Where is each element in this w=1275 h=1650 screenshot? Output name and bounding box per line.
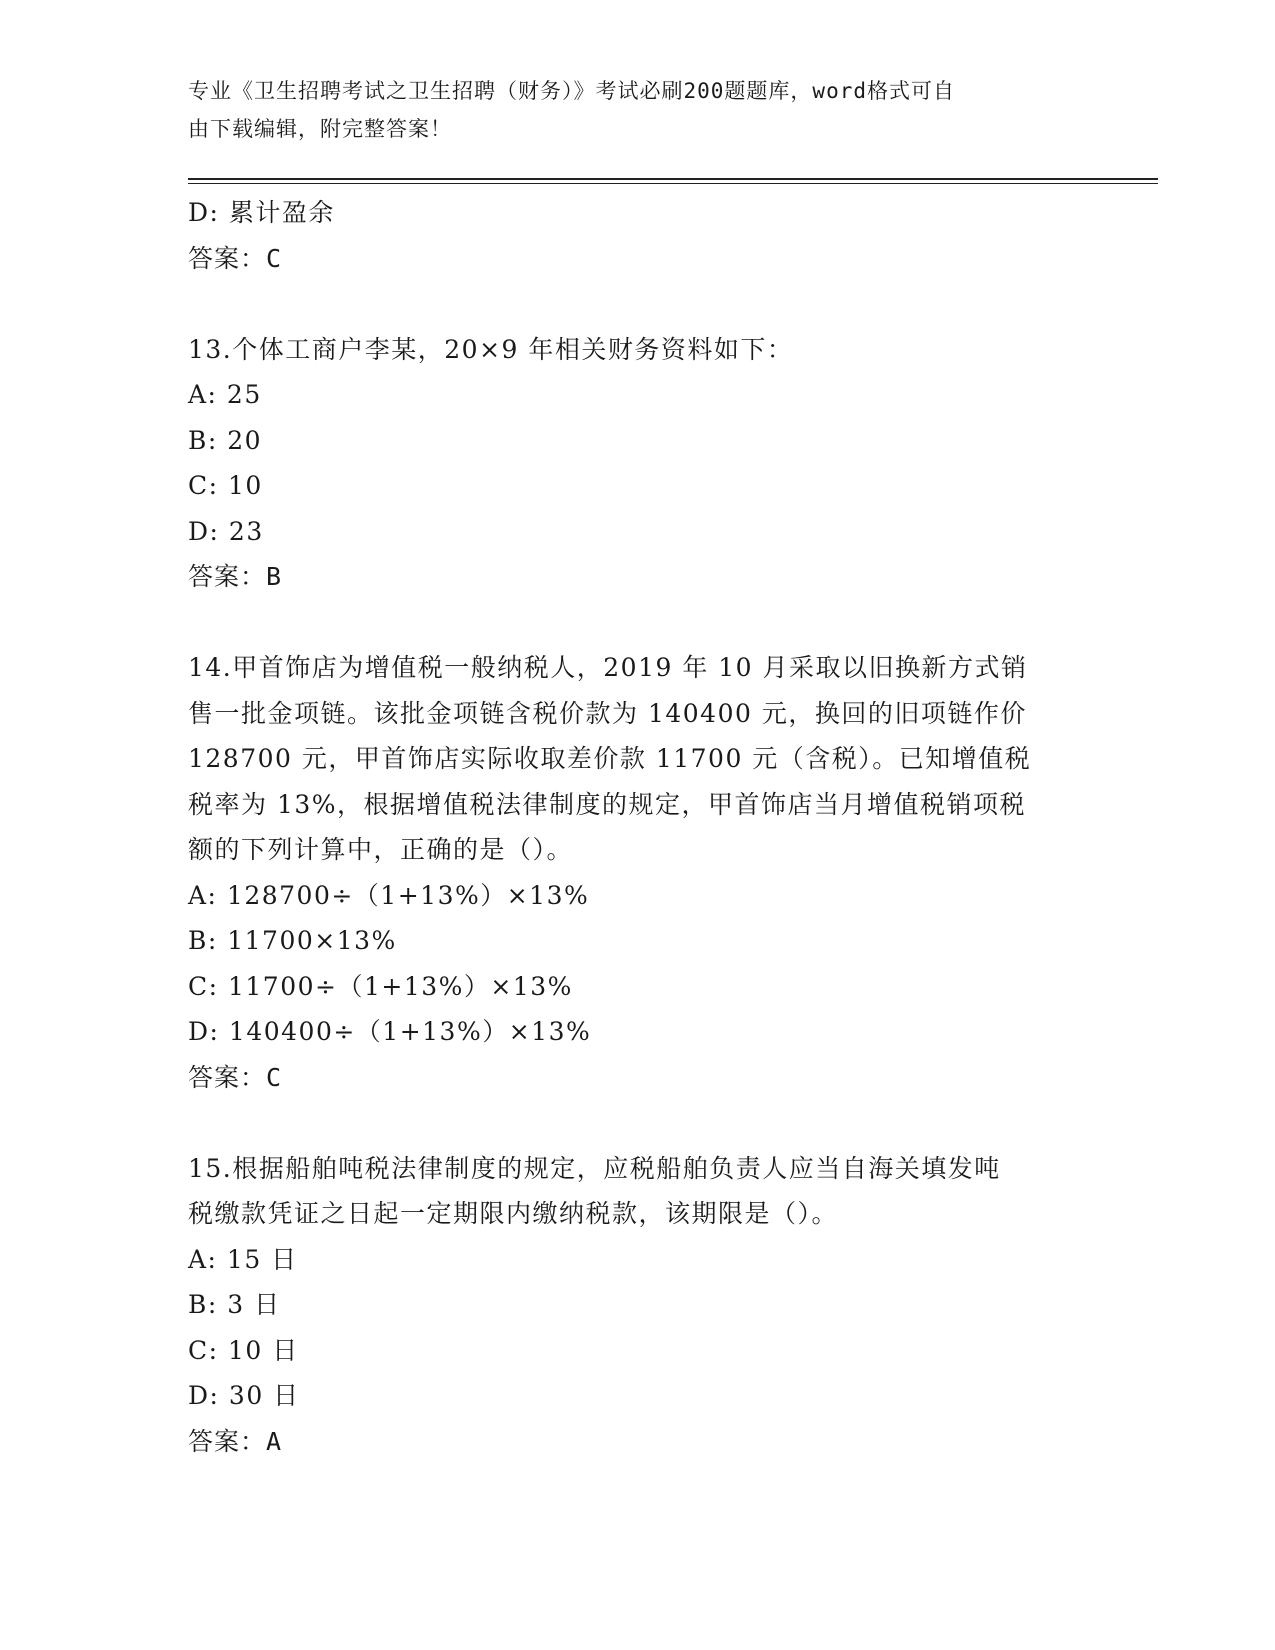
option-b: B: 3 日 bbox=[188, 1290, 281, 1319]
question-stem-line: 额的下列计算中，正确的是（）。 bbox=[188, 835, 574, 864]
header-rule-thin bbox=[188, 183, 1158, 184]
document-header bbox=[188, 72, 1068, 148]
question-content bbox=[188, 190, 1088, 1464]
answer-line: 答案：C bbox=[188, 1062, 283, 1092]
question-stem-line: 税率为 13%，根据增值税法律制度的规定，甲首饰店当月增值税销项税 bbox=[188, 789, 1027, 819]
question-13 bbox=[188, 327, 1088, 600]
question-stem-line: 售一批金项链。该批金项链含税价款为 140400 元，换回的旧项链作价 bbox=[188, 698, 1027, 728]
option-d: D: 140400÷（1+13%）×13% bbox=[188, 1017, 592, 1046]
question-12-tail bbox=[188, 190, 1088, 281]
option-c: C: 10 bbox=[188, 471, 263, 500]
header-rule-thick bbox=[188, 178, 1158, 180]
option-b: B: 20 bbox=[188, 425, 263, 455]
option-a: A: 25 bbox=[188, 380, 262, 409]
answer-line: 答案：C bbox=[188, 243, 283, 273]
question-stem-line: 15.根据船舶吨税法律制度的规定，应税船舶负责人应当自海关填发吨 bbox=[188, 1153, 1001, 1183]
question-stem-line: 税缴款凭证之日起一定期限内缴纳税款，该期限是（）。 bbox=[188, 1199, 839, 1228]
option-d: D: 30 日 bbox=[188, 1381, 300, 1410]
answer-line: 答案：B bbox=[188, 562, 283, 591]
spacer bbox=[188, 1100, 1088, 1146]
option-a: A: 15 日 bbox=[188, 1244, 298, 1274]
question-15 bbox=[188, 1146, 1088, 1465]
option-a: A: 128700÷（1+13%）×13% bbox=[188, 880, 590, 910]
question-stem-line: 128700 元，甲首饰店实际收取差价款 11700 元（含税）。已知增值税 bbox=[188, 744, 1032, 773]
question-stem: 13.个体工商户李某，20×9 年相关财务资料如下： bbox=[188, 334, 794, 364]
option-b: B: 11700×13% bbox=[188, 926, 397, 955]
spacer bbox=[188, 600, 1088, 646]
option-c: C: 11700÷（1+13%）×13% bbox=[188, 971, 573, 1001]
header-line-1: 专业《卫生招聘考试之卫生招聘（财务）》考试必刷200题题库，word格式可自 bbox=[188, 79, 955, 103]
spacer bbox=[188, 281, 1088, 327]
option-d: D: 累计盈余 bbox=[188, 198, 335, 227]
option-d: D: 23 bbox=[188, 516, 264, 546]
option-c: C: 10 日 bbox=[188, 1335, 299, 1365]
answer-line: 答案：A bbox=[188, 1426, 283, 1456]
question-stem-line: 14.甲首饰店为增值税一般纳税人，2019 年 10 月采取以旧换新方式销 bbox=[188, 653, 1028, 682]
header-line-2: 由下载编辑，附完整答案！ bbox=[188, 117, 452, 141]
question-14 bbox=[188, 645, 1088, 1100]
